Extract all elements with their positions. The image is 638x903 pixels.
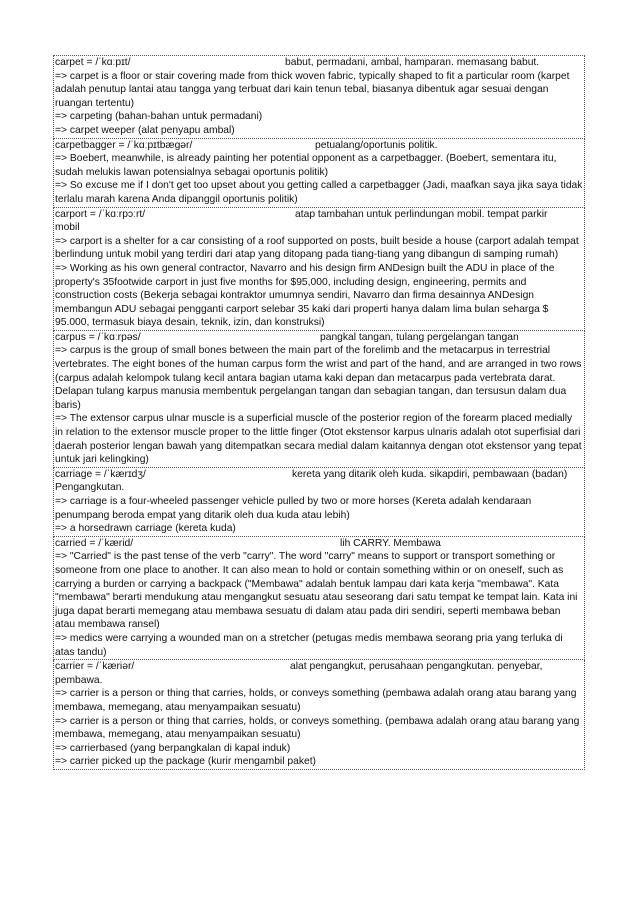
entry-header (55, 208, 583, 235)
dictionary-entry (53, 139, 585, 208)
entry-header (55, 139, 583, 153)
entry-header (55, 537, 583, 551)
dictionary-page (53, 55, 585, 770)
example-line: => a horsedrawn carriage (kereta kuda) (55, 523, 236, 535)
example-line: => carpet weeper (alat penyapu ambal) (55, 124, 235, 136)
example-line: => The extensor carpus ulnar muscle is a superficial muscle of the posterior region of the forearm placed medially in relation to the extensor muscle proper to the little finger (Otot ekstensor karpus ulnaris adalah otot superfisial dari daerah posterior lengan bawah yang ditempatkan secara medial dalam kaitannya dengan otot ekstensor yang tepat untuk jari kelingking) (55, 413, 582, 466)
example-line: => carriage is a four-wheeled passenger vehicle pulled by two or more horses (Kereta adalah kendaraan penumpang beroda empat yang ditarik oleh dua kuda atau lebih) (55, 496, 532, 521)
entry-header (55, 660, 583, 687)
headword: carpet = /ˈkɑːpɪt/ (55, 57, 131, 68)
meaning: alat pengangkut, perusahaan pengangkutan. penyebar, (290, 661, 543, 673)
example-line: => medics were carrying a wounded man on a stretcher (petugas medis membawa seorang pria yang terluka di atas tandu) (55, 632, 563, 658)
meaning-continuation: mobil (55, 222, 80, 234)
dictionary-entry (53, 468, 585, 537)
example-line: => carrierbased (yang berpangkalan di kapal induk) (55, 742, 291, 754)
example-line: => So excuse me if I don't get too upset about you getting called a carpetbagger (Jadi, maafkan saya jika saya tidak terlalu marah karena Anda dipanggil oportunis politik) (55, 180, 583, 205)
headword: carried = /ˈkærid/ (55, 537, 134, 549)
example-line: => carrier picked up the package (kurir mengambil paket) (55, 756, 316, 768)
entry-header (55, 56, 583, 70)
meaning-continuation: Pengangkutan. (55, 482, 125, 494)
example-line: => carpet is a floor or stair covering made from thick woven fabric, typically shaped to fit a particular room (karpet adalah penutup lantai atau tangga yang terbuat dari kain tenun tebal, biasanya dibentuk agar sesuai dengan ruangan tertentu) (55, 70, 570, 109)
example-line: => carrier is a person or thing that carries, holds, or conveys something (pembawa adalah orang atau barang yang membawa, memegang, atau menyampaikan sesuatu) (55, 688, 577, 713)
dictionary-entry (53, 208, 585, 331)
entry-header (55, 468, 583, 495)
meaning: lih CARRY. Membawa (340, 537, 441, 549)
dictionary-entry (53, 331, 585, 468)
headword: carriage = /ˈkærɪdʒ/ (55, 468, 146, 480)
entry-header (55, 331, 583, 345)
example-line: => "Carried" is the past tense of the verb "carry". The word "carry" means to support or transport something or someone from one place to another. It can also mean to hold or contain something within or on oneself, such as carrying a burden or carrying a backpack ("Membawa" adalah bentuk lampau dari kata kerja "membawa". Kata "membawa" berarti mendukung atau mengangkut sesuatu atau seseorang dari satu tempat ke tempat lain. Kata ini juga dapat berarti memegang atau membawa sesuatu di dalam atau pada diri sendiri, seperti membawa beban atau membawa ransel) (55, 551, 578, 631)
example-line: => carport is a shelter for a car consisting of a roof supported on posts, built beside a house (carport adalah tempat berlindung untuk mobil yang terdiri dari atap yang ditopang pada tiang-tiang yang dibangun di samping rumah) (55, 235, 579, 261)
headword: carrier = /ˈkæriər/ (55, 661, 135, 673)
meaning: petualang/oportunis politik. (315, 139, 438, 151)
example-line: => Boebert, meanwhile, is already painting her potential opponent as a carpetbagger. (Boebert, sementara itu, sudah melukis lawan potensialnya sebagai oportunis politik) (55, 153, 557, 178)
dictionary-entry (53, 660, 585, 770)
meaning-continuation: pembawa. (55, 674, 103, 686)
example-line: => carpeting (bahan-bahan untuk permadani) (55, 111, 263, 123)
headword: carport = /ˈkɑːrpɔːrt/ (55, 208, 146, 220)
meaning: babut, permadani, ambal, hamparan. memasang babut. (285, 57, 540, 68)
meaning: kereta yang ditarik oleh kuda. sikapdiri, pembawaan (badan) (292, 468, 568, 480)
example-line: => carrier is a person or thing that carries, holds, or conveys something. (pembawa adalah orang atau barang yang membawa, memegang, atau menyampaikan sesuatu) (55, 715, 580, 741)
headword: carpetbagger = /ˈkɑːpɪtbægər/ (55, 139, 193, 151)
dictionary-entry (53, 55, 585, 139)
example-line: => Working as his own general contractor, Navarro and his design firm ANDesign built the ADU in place of the property's 35footwide carport in just five months for $95,000, including design, engineering, permits and construction costs (Bekerja sebagai kontraktor umumnya sendiri, Navarro dan firma desainnya ANDesign membangun ADU sebagai pengganti carport selebar 35 kaki dari properti hanya dalam lima bulan seharga $ 95.000, termasuk biaya desain, teknik, izin, dan konstruksi) (55, 262, 555, 329)
meaning: pangkal tangan, tulang pergelangan tangan (320, 331, 519, 343)
headword: carpus = /ˈkɑːrpəs/ (55, 331, 141, 343)
meaning: atap tambahan untuk perlindungan mobil. tempat parkir (295, 208, 548, 220)
dictionary-entry (53, 537, 585, 660)
example-line: => carpus is the group of small bones between the main part of the forelimb and the metacarpus in terrestrial vertebrates. The eight bones of the human carpus form the wrist and part of the hand, and are arranged in two rows (carpus adalah kelompok tulang kecil antara bagian utama kaki depan dan metacarpus pada vertebrata darat. Delapan tulang karpus manusia membentuk pergelangan tangan dan sebagian tangan, dan tersusun dalam dua baris) (55, 345, 582, 411)
